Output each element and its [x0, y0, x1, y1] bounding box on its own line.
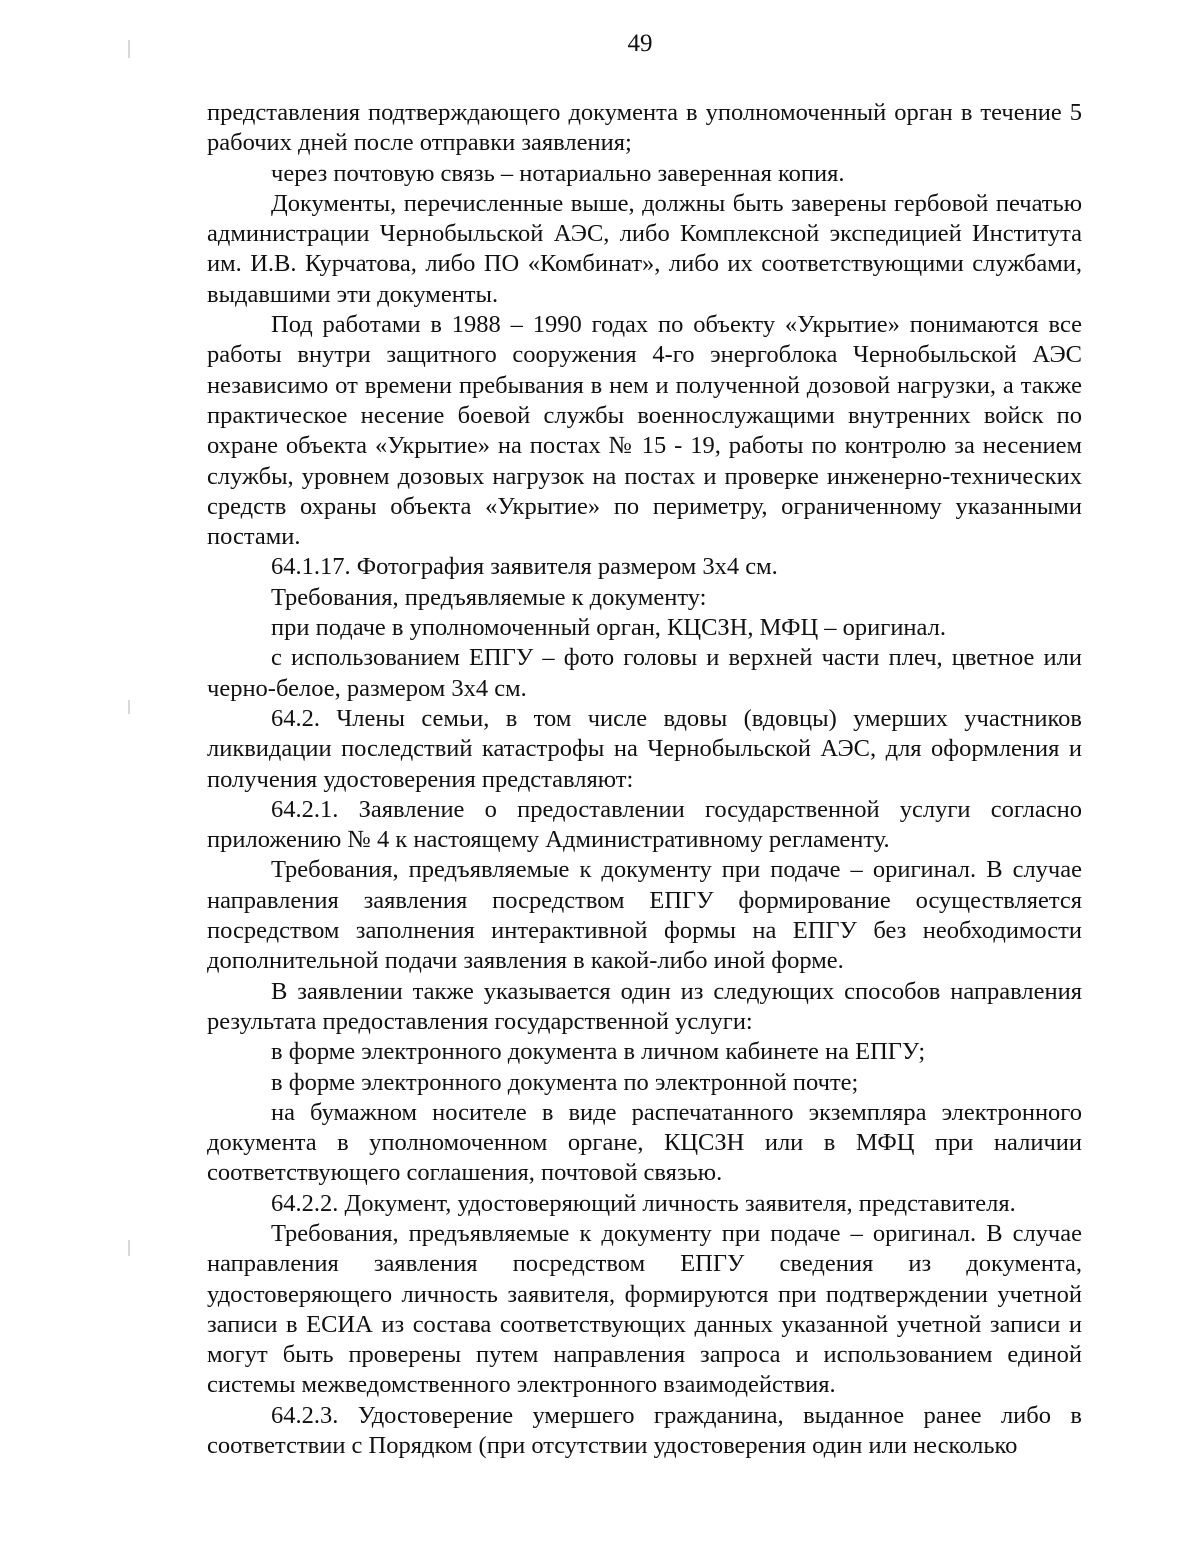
paragraph: В заявлении также указывается один из следующих способов направления результата предоставления государственной услуги: [207, 977, 1082, 1035]
paragraph: 64.2.3. Удостоверение умершего гражданина, выданное ранее либо в соответствии с Порядком (при отсутствии удостоверения один или несколько [207, 1401, 1082, 1460]
paragraph: Документы, перечисленные выше, должны быть заверены гербовой печатью администрации Чернобыльской АЭС, либо Комплексной экспедицией Института им. И.В. Курчатова, либо ПО «Комбинат», либо их соответствующими службами, выдавшими эти документы. [207, 189, 1082, 308]
paragraph: при подаче в уполномоченный орган, КЦСЗН, МФЦ – оригинал. [271, 614, 946, 642]
page-number: 49 [627, 30, 653, 57]
paragraph: Требования, предъявляемые к документу: [271, 583, 707, 611]
scan-artifact [128, 1240, 130, 1256]
paragraph: 64.1.17. Фотография заявителя размером 3х4 см. [271, 553, 778, 581]
paragraph: Под работами в 1988 – 1990 годах по объекту «Укрытие» понимаются все работы внутри защитного сооружения 4-го энергоблока Чернобыльской АЭС независимо от времени пребывания в нем и полученной дозовой нагрузки, а также практическое несение боевой службы военнослужащими внутренних войск по охране объекта «Укрытие» на постах № 15 - 19, работы по контролю за несением службы, уровнем дозовых нагрузок на постах и проверке инженерно-технических средств охраны объекта «Укрытие» по периметру, ограниченному указанными постами. [207, 311, 1082, 551]
scan-artifact [128, 700, 130, 714]
paragraph: через почтовую связь – нотариально заверенная копия. [271, 159, 845, 187]
paragraph: 64.2.2. Документ, удостоверяющий личность заявителя, представителя. [271, 1189, 1016, 1217]
paragraph: Требования, предъявляемые к документу при подаче – оригинал. В случае направления заявления посредством ЕПГУ сведения из документа, удостоверяющего личность заявителя, формируются при подтверждении учетной записи в ЕСИА из состава соответствующих данных указанной учетной записи и могут быть проверены путем направления запроса и использованием единой системы межведомственного электронного взаимодействия. [207, 1219, 1082, 1399]
paragraph: 64.2. Члены семьи, в том числе вдовы (вдовцы) умерших участников ликвидации последствий катастрофы на Чернобыльской АЭС, для оформления и получения удостоверения представляют: [207, 704, 1082, 793]
paragraph: с использованием ЕПГУ – фото головы и верхней части плеч, цветное или черно-белое, размером 3х4 см. [207, 644, 1082, 702]
paragraph: представления подтверждающего документа в уполномоченный орган в течение 5 рабочих дней после отправки заявления; [207, 99, 1082, 157]
paragraph: Требования, предъявляемые к документу при подаче – оригинал. В случае направления заявления посредством ЕПГУ формирование осуществляется посредством заполнения интерактивной формы на ЕПГУ без необходимости дополнительной подачи заявления в какой-либо иной форме. [207, 856, 1082, 975]
paragraph: в форме электронного документа по электронной почте; [271, 1068, 859, 1096]
paragraph: 64.2.1. Заявление о предоставлении государственной услуги согласно приложению № 4 к настоящему Административному регламенту. [207, 795, 1082, 854]
paragraph: в форме электронного документа в личном кабинете на ЕПГУ; [271, 1038, 926, 1066]
paragraph: на бумажном носителе в виде распечатанного экземпляра электронного документа в уполномоченном органе, КЦСЗН или в МФЦ при наличии соответствующего соглашения, почтовой связью. [207, 1098, 1082, 1187]
document-body [207, 98, 1082, 1461]
